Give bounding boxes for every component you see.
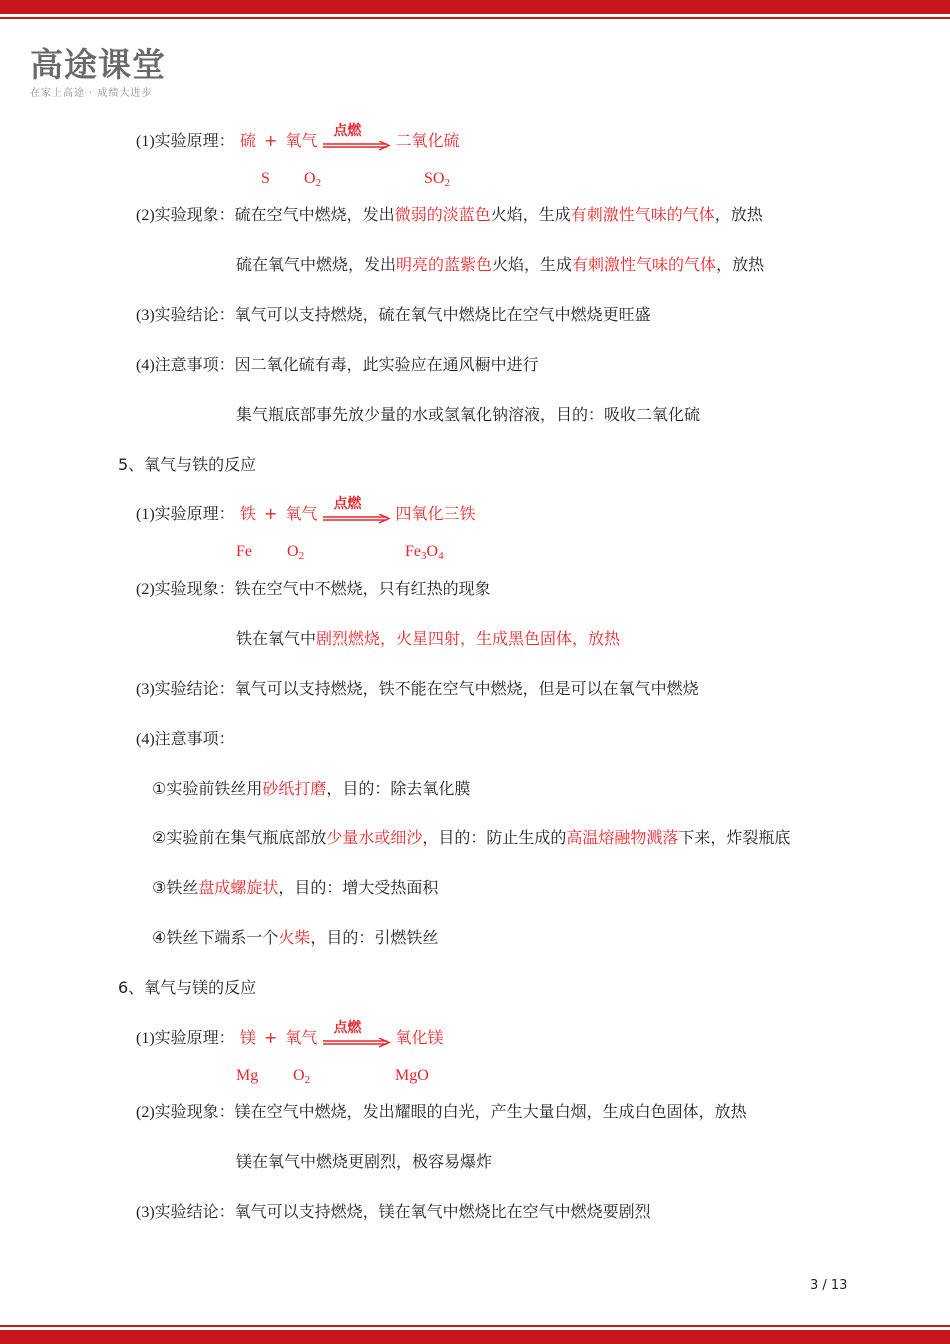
iron-phenomenon-1: (2)实验现象：铁在空气中不燃烧，只有红热的现象 [136, 579, 491, 598]
product: 四氧化三铁 [395, 504, 476, 523]
formula-o2: $O_2$ [304, 170, 322, 189]
logo [30, 46, 166, 99]
plus: + [264, 131, 278, 150]
top-red-line [0, 17, 950, 19]
bottom-red-bar [0, 1330, 950, 1344]
reaction-arrow [323, 1020, 391, 1049]
arrow-icon [323, 1038, 391, 1048]
formula-o2: $O_2$ [287, 543, 305, 562]
iron-note-label: (4)注意事项： [136, 731, 235, 748]
sulfur-principle [136, 130, 235, 153]
reactant-2: 氧气 [285, 131, 318, 150]
logo-title: 高途课堂 [30, 45, 166, 84]
formula-mg: Mg [236, 1067, 259, 1084]
iron-principle: (1)实验原理： [136, 506, 235, 523]
magnesium-equation [240, 1020, 444, 1049]
magnesium-heading: 6、氧气与镁的反应 [118, 978, 257, 997]
magnesium-phenomenon-1: (2)实验现象：镁在空气中燃烧，发出耀眼的白光，产生大量白烟，生成白色固体，放热 [136, 1102, 747, 1121]
reaction-condition: 点燃 [333, 123, 362, 139]
formula-s: S [261, 170, 270, 187]
iron-note-3: ③铁丝盘成螺旋状，目的：增大受热面积 [152, 878, 439, 897]
formula-so2: $SO_2$ [424, 170, 450, 189]
top-red-bar [0, 0, 950, 14]
sulfur-phenomenon-2: 硫在氧气中燃烧，发出明亮的蓝紫色火焰，生成有刺激性气味的气体，放热 [236, 255, 765, 274]
iron-heading: 5、氧气与铁的反应 [118, 455, 257, 474]
sulfur-phenomenon-1: (2)实验现象：硫在空气中燃烧，发出微弱的淡蓝色火焰，生成有刺激性气味的气体，放热 [136, 205, 763, 224]
iron-phenomenon-2: 铁在氧气中剧烈燃烧，火星四射，生成黑色固体，放热 [236, 629, 621, 648]
formula-o2: $O_2$ [293, 1067, 311, 1086]
sulfur-note-2: 集气瓶底部事先放少量的水或氢氧化钠溶液，目的：吸收二氧化硫 [236, 405, 701, 424]
reactant-1: 镁 [240, 1028, 257, 1047]
plus: + [264, 504, 278, 523]
reaction-condition: 点燃 [333, 496, 362, 512]
iron-equation [240, 496, 476, 525]
arrow-icon [323, 514, 391, 524]
magnesium-conclusion: (3)实验结论：氧气可以支持燃烧，镁在氧气中燃烧比在空气中燃烧要剧烈 [136, 1202, 651, 1221]
label: (1)实验原理： [136, 133, 235, 150]
page-number: 3 / 13 [810, 1278, 848, 1293]
product: 氧化镁 [395, 1028, 444, 1047]
formula-fe3o4: $Fe_3O_4$ [405, 543, 444, 562]
reaction-arrow [323, 123, 391, 152]
logo-subtitle: 在家上高途 · 成绩大进步 [30, 88, 153, 99]
reactant-2: 氧气 [285, 1028, 318, 1047]
plus: + [264, 1028, 278, 1047]
product: 二氧化硫 [395, 131, 460, 150]
reaction-arrow [323, 496, 391, 525]
magnesium-phenomenon-2: 镁在氧气中燃烧更剧烈，极容易爆炸 [236, 1152, 493, 1171]
bottom-red-line [0, 1325, 950, 1327]
reactant-1: 硫 [240, 131, 257, 150]
iron-note-2: ②实验前在集气瓶底部放少量水或细沙，目的：防止生成的高温熔融物溅落下来，炸裂瓶底 [152, 828, 791, 847]
iron-note-1: ①实验前铁丝用砂纸打磨，目的：除去氧化膜 [152, 779, 471, 798]
reactant-2: 氧气 [285, 504, 318, 523]
sulfur-conclusion: (3)实验结论：氧气可以支持燃烧，硫在氧气中燃烧比在空气中燃烧更旺盛 [136, 305, 651, 324]
formula-mgo: MgO [395, 1067, 429, 1084]
iron-note-4: ④铁丝下端系一个火柴，目的：引燃铁丝 [152, 928, 439, 947]
formula-fe: Fe [236, 543, 252, 560]
arrow-icon [323, 141, 391, 151]
reactant-1: 铁 [240, 504, 257, 523]
reaction-condition: 点燃 [333, 1020, 362, 1036]
sulfur-equation [240, 123, 460, 152]
iron-conclusion: (3)实验结论：氧气可以支持燃烧，铁不能在空气中燃烧，但是可以在氧气中燃烧 [136, 679, 699, 698]
sulfur-note-1: (4)注意事项：因二氧化硫有毒，此实验应在通风橱中进行 [136, 355, 539, 374]
magnesium-principle: (1)实验原理： [136, 1030, 235, 1047]
